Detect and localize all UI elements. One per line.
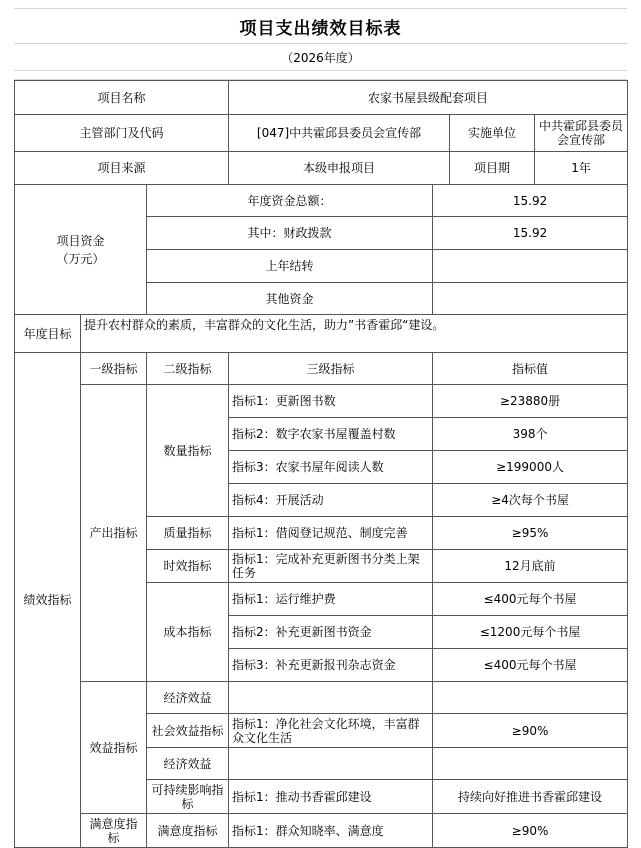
- project-period-label: 项目期: [450, 152, 535, 184]
- satisfaction-level1: 满意度指标: [81, 814, 147, 848]
- funds-item-value: 15.92: [433, 217, 628, 250]
- department-value: [047]中共霍邱县委员会宣传部: [229, 115, 450, 151]
- economic-level2: 经济效益: [147, 748, 229, 780]
- cost-level2: 成本指标: [147, 583, 229, 682]
- indicator-value: ≤400元每个书屋: [433, 649, 628, 682]
- timeliness-level2: 时效指标: [147, 550, 229, 583]
- annual-target-text: 提升农村群众的素质，丰富群众的文化生活，助力”书香霍邱“建设。: [81, 315, 628, 353]
- output-level1: 产出指标: [81, 385, 147, 682]
- funds-item-value: [433, 250, 628, 283]
- indicator-value: ≤400元每个书屋: [433, 583, 628, 616]
- table-row: [15, 682, 628, 714]
- indicator-value: [433, 682, 628, 714]
- indicator-value: ≥23880册: [433, 385, 628, 418]
- indicator-name: 指标1：群众知晓率、满意度: [229, 814, 433, 848]
- project-name-row: [15, 81, 628, 115]
- indicator-name: 指标4：开展活动: [229, 484, 433, 517]
- economic-level2: 经济效益: [147, 682, 229, 714]
- funds-item-value: 15.92: [433, 185, 628, 217]
- table-row: [15, 385, 628, 418]
- indicator-name: 指标2：数字农家书屋覆盖村数: [229, 418, 433, 451]
- project-source-label: 项目来源: [15, 152, 229, 185]
- target-table: [14, 80, 628, 848]
- spacer-row: [14, 71, 627, 80]
- social-level2: 社会效益指标: [147, 714, 229, 748]
- funds-item-label: 其中：财政拨款: [147, 217, 433, 250]
- funds-item-label: 上年结转: [147, 250, 433, 283]
- indicator-name: 指标2：补充更新图书资金: [229, 616, 433, 649]
- satisfaction-level2: 满意度指标: [147, 814, 229, 848]
- annual-target-row: [15, 315, 628, 353]
- department-row: [15, 115, 628, 152]
- indicator-name: 指标3：补充更新报刊杂志资金: [229, 649, 433, 682]
- implementing-unit-value: 中共霍邱县委员会宣传部: [539, 119, 624, 147]
- header-level1: 一级指标: [81, 353, 147, 385]
- indicator-value: 398个: [433, 418, 628, 451]
- project-source-value: 本级申报项目: [229, 152, 450, 184]
- project-source-row: [15, 152, 628, 185]
- implementing-unit-label: 实施单位: [450, 115, 535, 151]
- sustainable-level2: 可持续影响指标: [147, 780, 229, 814]
- indicator-value: ≥90%: [433, 714, 628, 748]
- sheet-title: 项目支出绩效目标表: [14, 8, 627, 44]
- funds-item-label: 其他资金: [147, 283, 433, 315]
- sheet-year: （2026年度）: [14, 44, 627, 71]
- department-label: 主管部门及代码: [15, 115, 229, 152]
- indicator-name: 指标3：农家书屋年阅读人数: [229, 451, 433, 484]
- benefit-level1: 效益指标: [81, 682, 147, 814]
- indicator-value: 12月底前: [433, 550, 628, 583]
- indicator-value: [433, 748, 628, 780]
- performance-indicators-label: 绩效指标: [15, 353, 81, 848]
- indicator-value: ≥90%: [433, 814, 628, 848]
- funds-row: [15, 185, 628, 217]
- indicator-header-row: [15, 353, 628, 385]
- annual-target-label: 年度目标: [15, 315, 81, 353]
- quantity-level2: 数量指标: [147, 385, 229, 517]
- indicator-value: ≥4次每个书屋: [433, 484, 628, 517]
- funds-item-value: [433, 283, 628, 315]
- indicator-value: ≥95%: [433, 517, 628, 550]
- funds-item-label: 年度资金总额：: [147, 185, 433, 217]
- indicator-value: ≥199000人: [433, 451, 628, 484]
- indicator-value: 持续向好推进书香霍邱建设: [433, 780, 628, 814]
- project-name-value: 农家书屋县级配套项目: [229, 81, 628, 115]
- indicator-value: ≤1200元每个书屋: [433, 616, 628, 649]
- table-row: [15, 814, 628, 848]
- header-level2: 二级指标: [147, 353, 229, 385]
- indicator-name: 指标1：推动书香霍邱建设: [229, 780, 433, 814]
- project-name-label: 项目名称: [15, 81, 229, 115]
- indicator-name: 指标1：借阅登记规范、制度完善: [229, 517, 433, 550]
- indicator-name: [229, 748, 433, 780]
- funds-label: 项目资金 （万元）: [15, 185, 147, 315]
- quality-level2: 质量指标: [147, 517, 229, 550]
- header-level3: 三级指标: [229, 353, 433, 385]
- indicator-name: 指标1：更新图书数: [229, 385, 433, 418]
- header-value: 指标值: [433, 353, 628, 385]
- indicator-name: 指标1：完成补充更新图书分类上架任务: [229, 550, 433, 583]
- indicator-name: 指标1：运行维护费: [229, 583, 433, 616]
- performance-target-sheet: [14, 8, 627, 848]
- project-period-value: 1年: [571, 161, 591, 175]
- indicator-name: 指标1：净化社会文化环境，丰富群众文化生活: [229, 714, 433, 748]
- indicator-name: [229, 682, 433, 714]
